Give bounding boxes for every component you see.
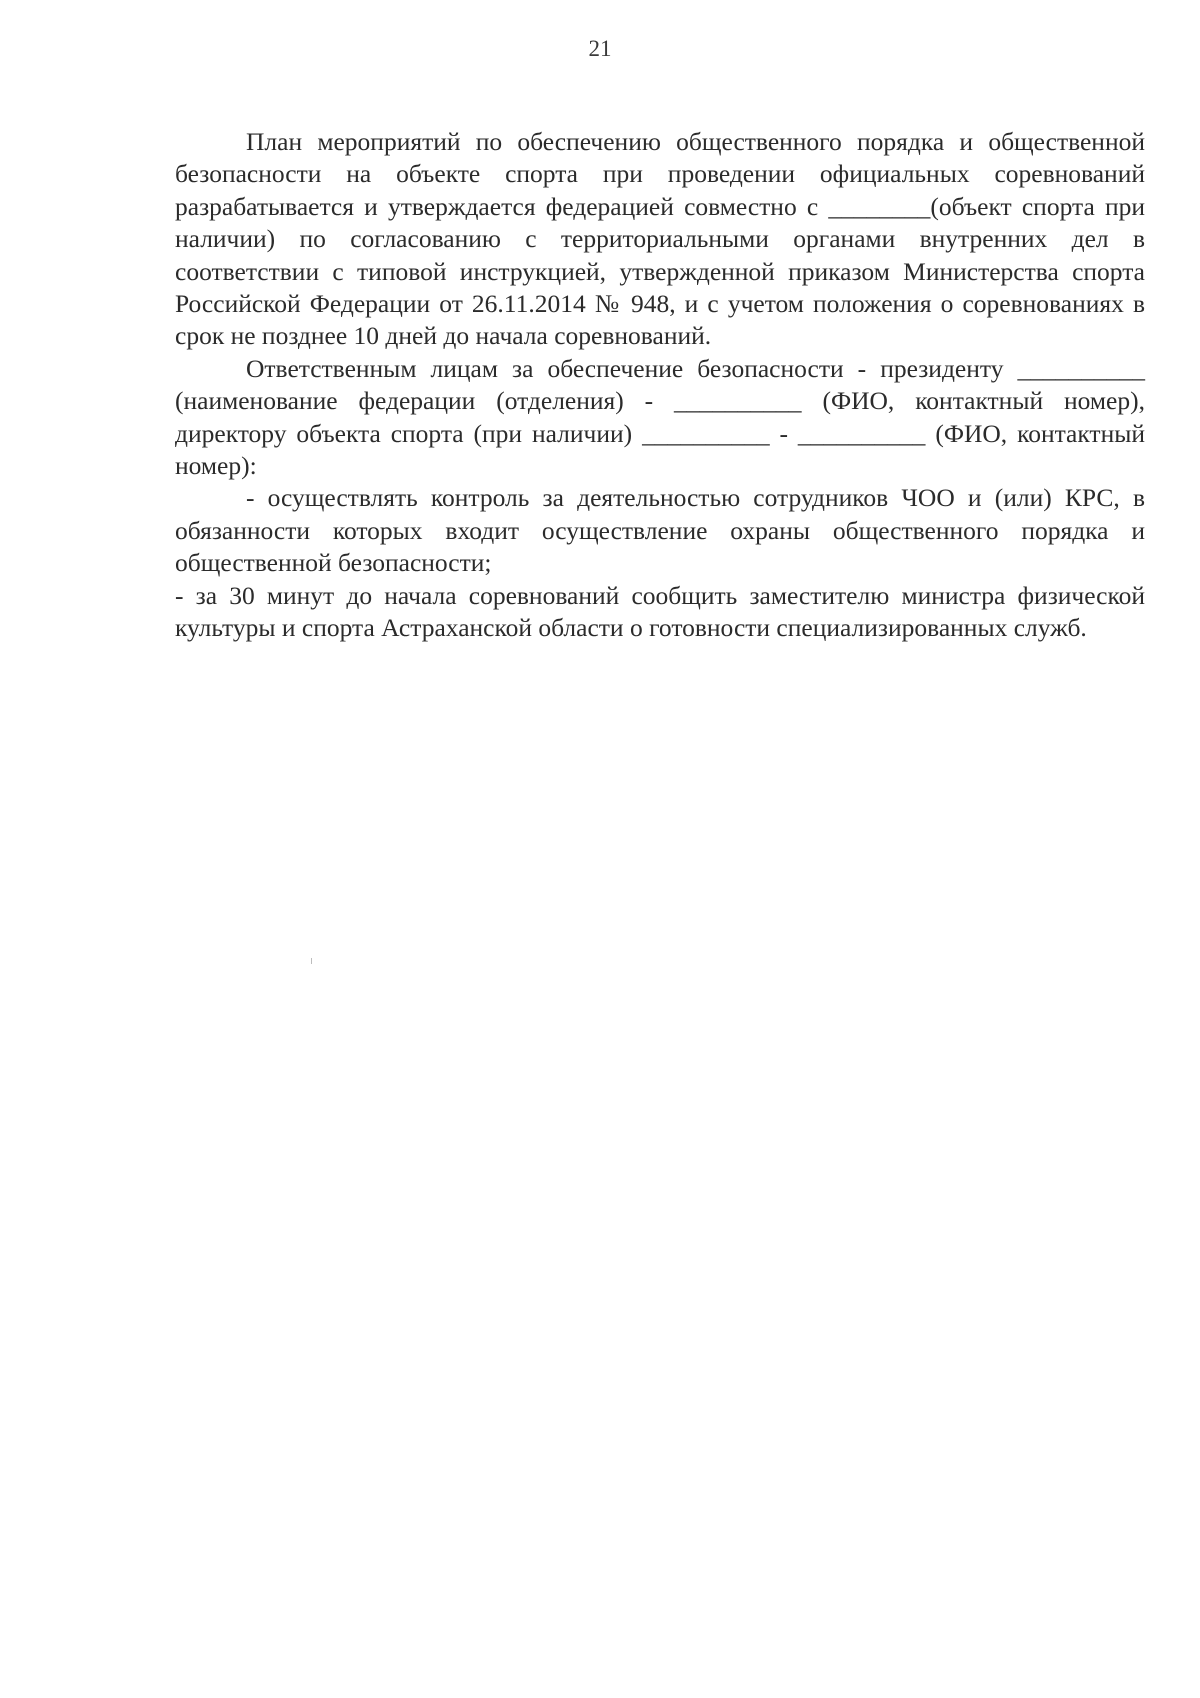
paragraph-security-plan: План мероприятий по обеспечению общественного порядка и общественной безопасности на объекте спорта при проведении официальных соревнований разрабатывается и утверждается федерацией совместно с ________(объект спорта при наличии) по согласованию с территориальными органами внутренних дел в соответствии с типовой инструкцией, утвержденной приказом Министерства спорта Российской Федерации от 26.11.2014 № 948, и с учетом положения о соревнованиях в срок не позднее 10 дней до начала соревнований. <box>175 127 1145 351</box>
paragraph-control-duty: - осуществлять контроль за деятельностью сотрудников ЧОО и (или) КРС, в обязанности которых входит осуществление охраны общественного порядка и общественной безопасности; <box>175 483 1145 578</box>
document-body <box>175 126 1145 645</box>
scan-artifact <box>311 958 312 964</box>
page-number: 21 <box>588 36 612 61</box>
paragraph-responsible-persons: Ответственным лицам за обеспечение безопасности - президенту __________ (наименование федерации (отделения) - __________ (ФИО, контактный номер), директору объекта спорта (при наличии) __________ - __________ (ФИО, контактный номер): <box>175 353 1145 481</box>
paragraph-readiness-report: - за 30 минут до начала соревнований сообщить заместителю министра физической культуры и спорта Астраханской области о готовности специализированных служб. <box>175 580 1145 643</box>
